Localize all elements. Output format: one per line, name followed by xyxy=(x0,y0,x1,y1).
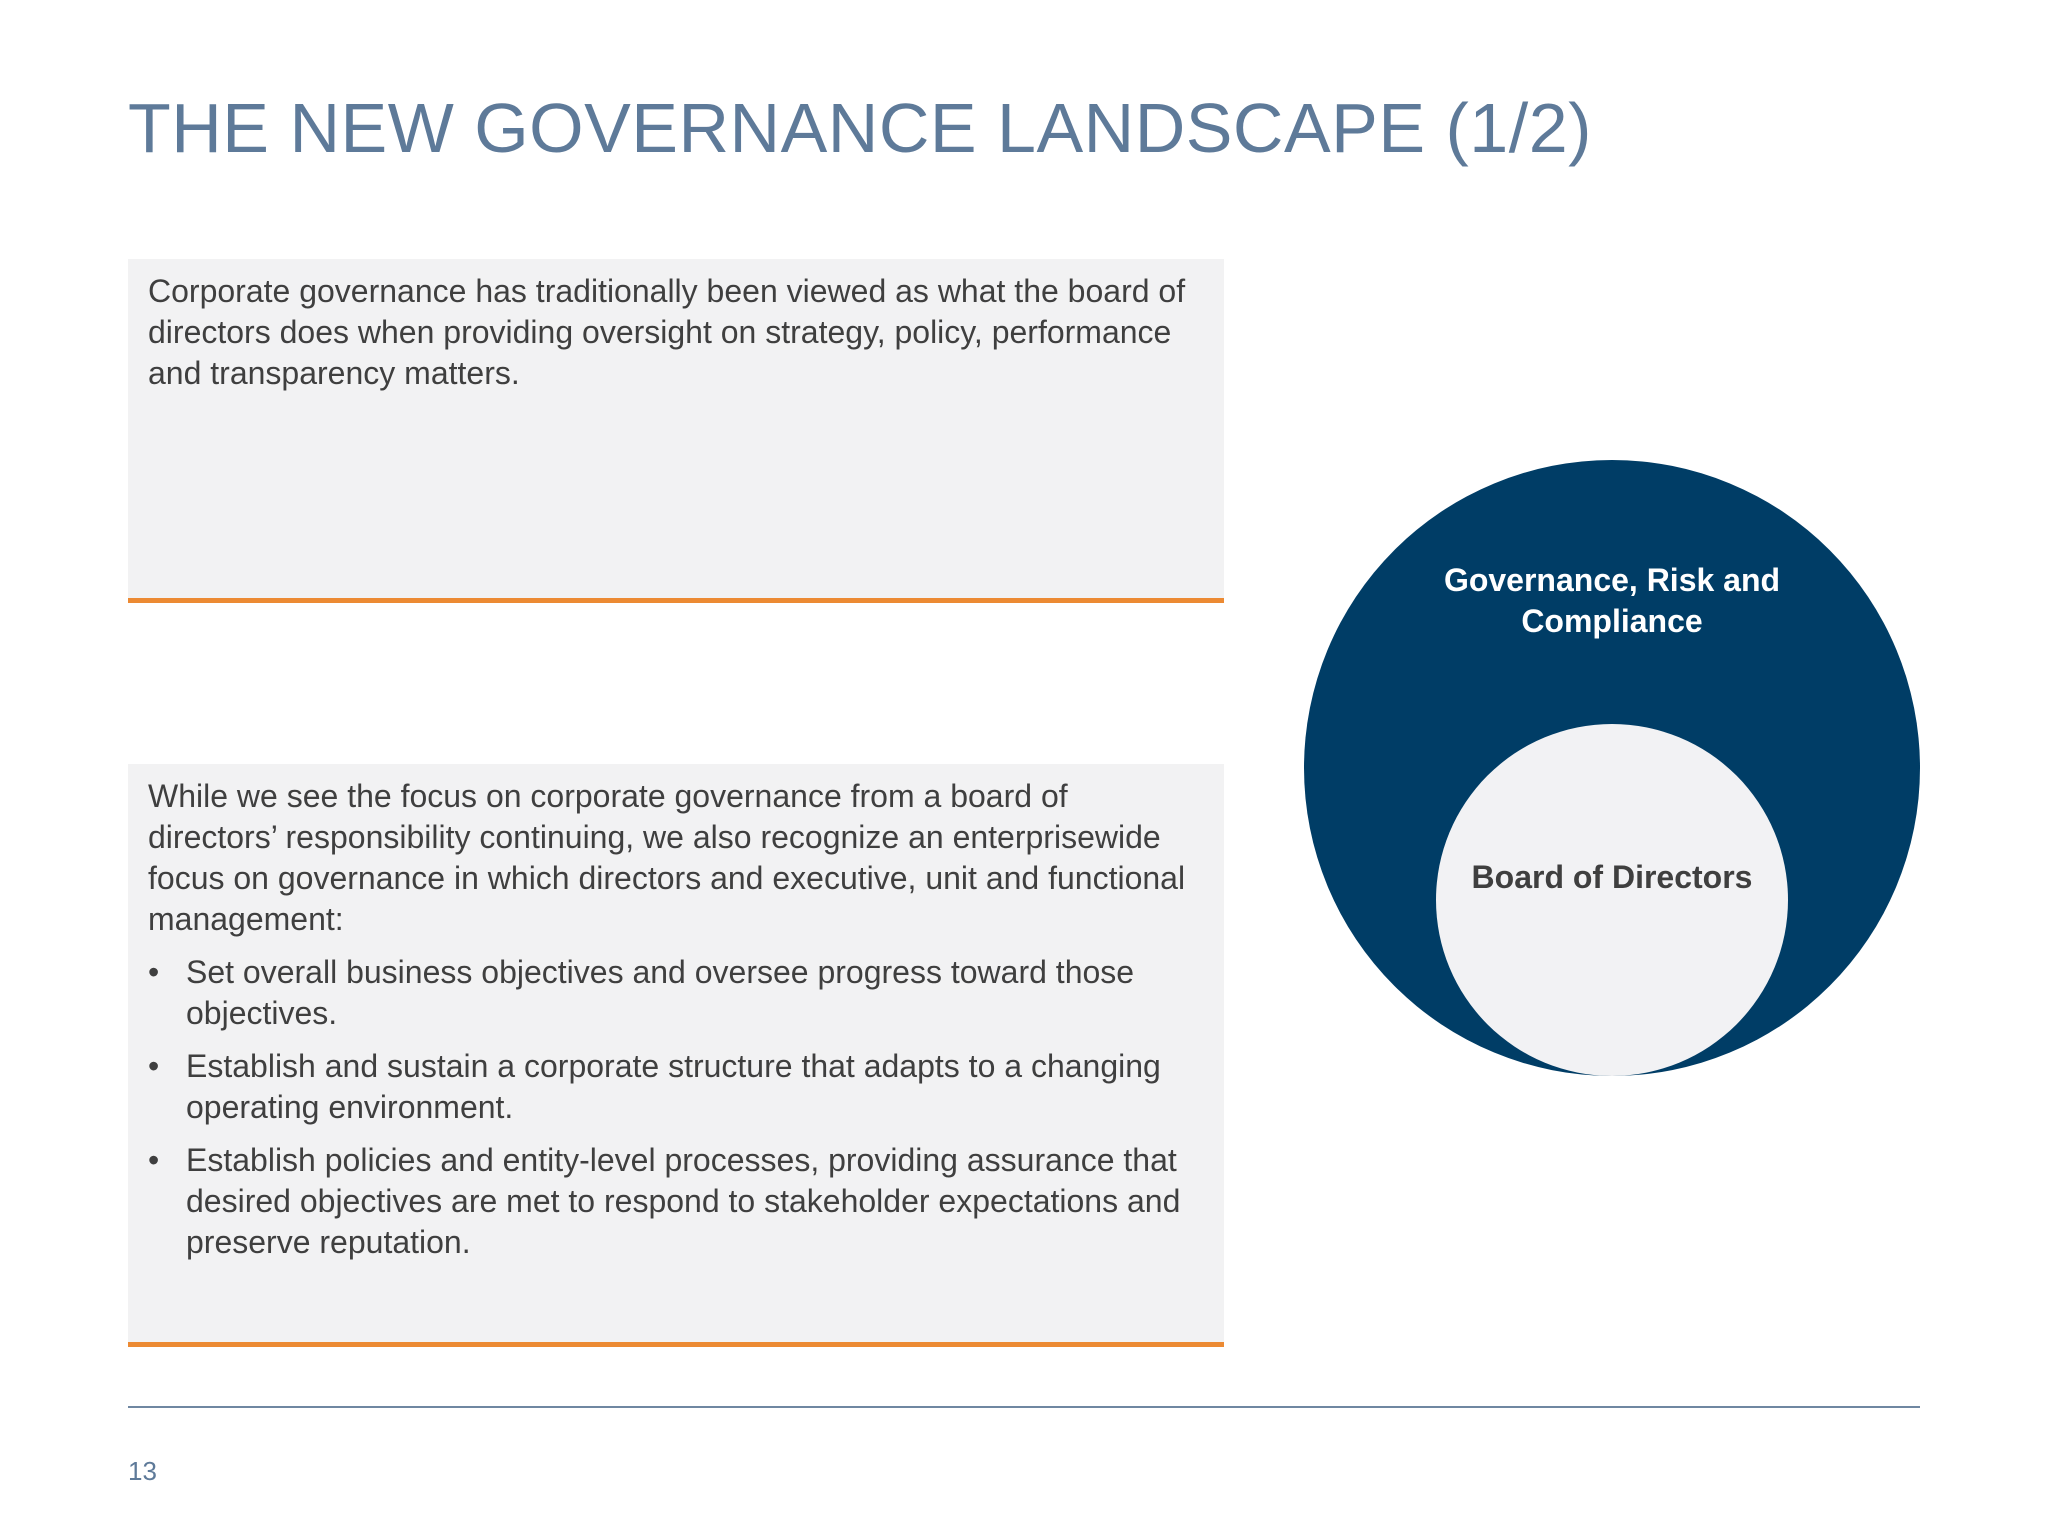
grc-outer-circle xyxy=(1304,460,1920,1076)
enterprise-governance-intro: While we see the focus on corporate governance from a board of directors’ responsibility continuing, we also recognize an enterprisewide focus on governance in which directors and executive, unit and functional management: xyxy=(148,778,1186,937)
governance-nested-circles-diagram xyxy=(1304,460,1920,1076)
traditional-governance-text: Corporate governance has traditionally been viewed as what the board of directors does when providing oversight on strategy, policy, performance and transparency matters. xyxy=(148,273,1186,391)
enterprise-governance-box xyxy=(128,764,1224,1347)
page-number: 13 xyxy=(128,1456,157,1486)
grc-label: Governance, Risk and Compliance xyxy=(1443,562,1781,639)
bullet-icon: • xyxy=(148,1142,160,1178)
list-item-text: Establish policies and entity-level processes, providing assurance that desired objectives are met to respond to stakeholder expectations and preserve reputation. xyxy=(186,1142,1181,1260)
list-item xyxy=(148,952,1202,1034)
list-item xyxy=(148,1140,1202,1263)
slide-title: THE NEW GOVERNANCE LANDSCAPE (1/2) xyxy=(128,89,1592,167)
board-inner-circle xyxy=(1436,724,1788,1076)
bullet-icon: • xyxy=(148,1048,160,1084)
management-responsibilities-list xyxy=(148,952,1202,1263)
traditional-governance-box xyxy=(128,259,1224,603)
footer-divider xyxy=(128,1406,1920,1408)
bullet-icon: • xyxy=(148,954,160,990)
board-label: Board of Directors xyxy=(1471,859,1753,895)
list-item xyxy=(148,1046,1202,1128)
list-item-text: Establish and sustain a corporate structure that adapts to a changing operating environment. xyxy=(186,1048,1161,1125)
list-item-text: Set overall business objectives and oversee progress toward those objectives. xyxy=(186,954,1135,1031)
